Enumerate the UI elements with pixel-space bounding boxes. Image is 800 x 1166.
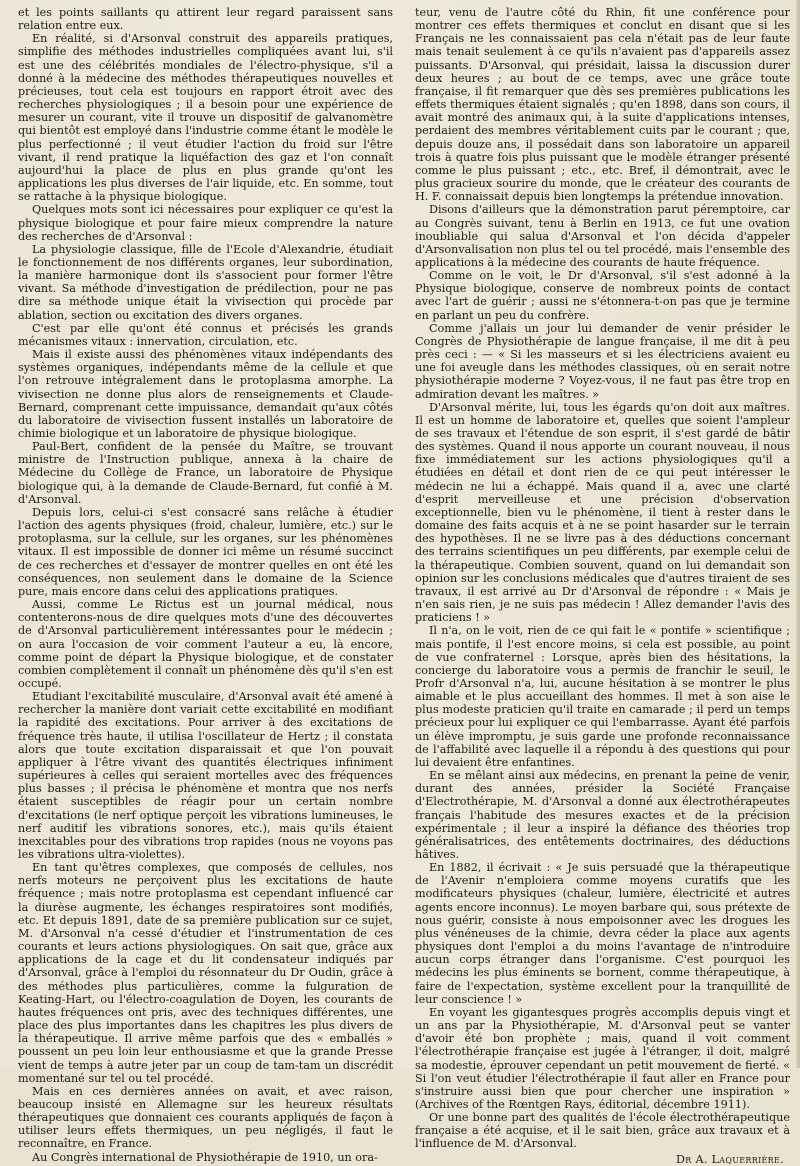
paragraph: D'Arsonval mérite, lui, tous les égards qu'on doit aux maîtres. Il est un homme de laboratoire et, quelles que soient l'ampleur de ses travaux et l'étendue de son esprit, il s'est gardé de bâtir des systèmes. Quand il nous apporte un courant nouveau, il nous fixe immédiatement sur les actions physiologiques qu'il a étudiées en détail et dont rien de ce qui peut intéresser le médecin ne lui a échappé. Mais quand il a, avec une clarté d'esprit merveilleuse et une précision d'observation exceptionnelle, bien vu le phénomène, il tient à rester dans le domaine des faits acquis et à ne se point hasarder sur le terrain des hypothèses. Il ne se livre pas à des déductions concernant des terrains scientifiques un peu différents, par exemple celui de la thérapeutique. Combien souvent, quand on lui demandait son opinion sur les conclusions médicales que d'autres tiraient de ses travaux, il est arrivé au Dr d'Arsonval de répondre : « Mais je n'en sais rien, je ne suis pas médecin ! Allez demander l'avis des praticiens ! » (415, 400, 790, 625)
paragraph: Comme on le voit, le Dr d'Arsonval, s'il s'est adonné à la Physique biologique, conserve de nombreux points de contact avec l'art de guérir ; aussi ne s'étonnera-t-on pas que je termine en parlant un peu du confrère. (415, 269, 790, 322)
paragraph: Mais il existe aussi des phénomènes vitaux indépendants des systèmes organiques, indépendants même de la cellule et que l'on retrouve intégralement dans le protoplasma amorphe. La vivisection ne donne plus alors de renseignements et Claude-Bernard, comprenant cette impuissance, demandait qu'aux côtés du laboratoire de vivisection fussent installés un laboratoire de chimie biologique et un laboratoire de physique biologique. (18, 348, 393, 440)
paragraph: Paul-Bert, confident de la pensée du Maître, se trouvant ministre de l'Instruction publique, annexa à la chaire de Médecine du Collège de France, un laboratoire de Physique biologique qui, à la demande de Claude-Bernard, fut confié à M. d'Arsonval. (18, 440, 393, 506)
paragraph: C'est par elle qu'ont été connus et précisés les grands mécanismes vitaux : innervation, circulation, etc. (18, 321, 393, 348)
paragraph: En réalité, si d'Arsonval construit des appareils pratiques, simplifie des méthodes industrielles compliquées avant lui, s'il est une des célébrités mondiales de l'électro-physique, s'il a donné à la médecine des méthodes thérapeutiques nouvelles et précieuses, tout cela est toujours en rapport étroit avec des recherches physiologiques ; il a besoin pour une expérience de mesurer un courant, vite il trouve un dispositif de galvanomètre qui bientôt est employé dans l'industrie comme étant le modèle le plus perfectionné ; il veut étudier l'action du froid sur l'être vivant, il rend pratique la liquéfaction des gaz et l'on connaît aujourd'hui la place de plus en plus grande qu'ont les applications les plus diverses de l'air liquide, etc. En somme, tout se rattache à la physique biologique. (18, 32, 393, 204)
paragraph: La physiologie classique, fille de l'Ecole d'Alexandrie, étudiait le fonctionnement de nos différents organes, leur subordination, la manière harmonique dont ils s'associent pour former l'être vivant. Sa méthode d'investigation de prédilection, pour ne pas dire sa méthode unique était la vivisection qui procède par ablation, section ou excitation des divers organes. (18, 242, 393, 322)
paragraph: Etudiant l'excitabilité musculaire, d'Arsonval avait été amené à rechercher la manière dont variait cette excitabilité en modifiant la rapidité des excitations. Pour arriver à des excitations de fréquence très haute, il utilisa l'oscillateur de Hertz ; il constata alors que toute excitation disparaissait et que l'on pouvait appliquer à l'être vivant des quantités électriques infiniment supérieures à celles qui seraient mortelles avec des fréquences plus basses ; il précisa le phénomène et montra que nos nerfs étaient susceptibles de réagir pour un certain nombre d'excitations (le nerf optique perçoit les vibrations lumineuses, le nerf auditif les vibrations sonores, etc.), mais qu'ils étaient inexcitables pour des vibrations trop rapides (nous ne voyons pas les vibrations ultra-violettes). (18, 690, 393, 861)
paragraph: Mais en ces dernières années on avait, et avec raison, beaucoup insisté en Allemagne sur les heureux résultats thérapeutiques que donnaient ces courants appliqués de façon à utiliser leurs effets thermiques, un peu négligés, il faut le reconnaître, en France. (18, 1084, 393, 1151)
paragraph: Au Congrès international de Physiothérapie de 1910, un ora- (32, 1150, 378, 1164)
author-signature: Dr A. Laquerrière. (676, 1152, 784, 1166)
paragraph: En tant qu'êtres complexes, que composés de cellules, nos nerfs moteurs ne perçoivent plus les excitations de haute fréquence ; mais notre protoplasma est cependant influencé car la diurèse augmente, les échanges respiratoires sont modifiés, etc. Et depuis 1891, date de sa première publication sur ce sujet, M. d'Arsonval n'a cessé d'étudier et l'instrumentation de ces courants et leurs actions physiologiques. On sait que, grâce aux applications de la cage et du lit condensateur indiqués par d'Arsonval, grâce à l'emploi du résonnateur du Dr Oudin, grâce à des méthodes plus particulières, comme la fulguration de Keating-Hart, ou l'électro-coagulation de Doyen, les courants de hautes fréquences ont pris, avec des techniques différentes, une place des plus importantes dans les chapitres les plus divers de la thérapeutique. Il arrive même parfois que des « emballés » poussent un peu loin leur enthousiasme et que la grande Presse vient de temps à autre jeter par un coup de tam-tam un discrédit momentané sur tel ou tel procédé. (18, 861, 393, 1085)
paragraph: et les points saillants qu attirent leur regard paraissent sans relation entre eux. (18, 6, 393, 33)
paragraph: En se mêlant ainsi aux médecins, en prenant la peine de venir, durant des années, présider la Société Française d'Electrothérapie, M. d'Arsonval a donné aux électrothérapeutes français l'habitude des mesures exactes et de la précision expérimentale ; il leur a inspiré la défiance des théories trop généralisatrices, des entêtements doctrinaires, des déductions hâtives. (415, 769, 790, 861)
paragraph: Il n'a, on le voit, rien de ce qui fait le « pontife » scientifique ; mais pontife, il l'est encore moins, si cela est possible, au point de vue confraternel : Lorsque, après bien des hésitations, la concierge du laboratoire vous a permis de franchir le seuil, le Profr d'Arsonval n'a, lui, aucune hésitation à se montrer le plus aimable et le plus accueillant des hommes. Il met à son aise le plus modeste praticien qu'il traite en camarade ; il perd un temps précieux pour lui expliquer ce qui l'embarrasse. Ayant été parfois un élève impromptu, je suis garde une profonde reconnaissance de l'affabilité avec laquelle il a répondu à des questions qui pour lui devaient être enfantines. (415, 624, 790, 769)
paragraph: Aussi, comme Le Rictus est un journal médical, nous contenterons-nous de dire quelques mots d'une des découvertes de d'Arsonval particulièrement intéressantes pour le médecin ; on aura l'occasion de voir comment l'auteur a eu, là encore, comme point de départ la Physique biologique, et de constater combien complètement il connaît un phénomène dès qu'il s'en est occupé. (18, 598, 393, 690)
paragraph: Depuis lors, celui-ci s'est consacré sans relâche à étudier l'action des agents physiques (froid, chaleur, lumière, etc.) sur le protoplasma, sur la cellule, sur les organes, sur les phénomènes vitaux. Il est impossible de donner ici même un résumé succinct de ces recherches et d'essayer de montrer quelles en ont été les conséquences, non seulement dans le domaine de la Science pure, mais encore dans celui des applications pratiques. (18, 505, 393, 598)
paragraph: Or une bonne part des qualités de l'école électrothérapeutique française a été acquise, et il le sait bien, grâce aux travaux et à l'influence de M. d'Arsonval. (415, 1111, 790, 1151)
paragraph: En 1882, il écrivait : « Je suis persuadé que la thérapeutique de l'Avenir n'emploiera comme moyens curatifs que les modificateurs physiques (chaleur, lumière, électricité et autres agents encore inconnus). Le moyen barbare qui, sous prétexte de nous guérir, consiste à nous empoisonner avec les drogues les plus vénéneuses de la chimie, devra céder la place aux agents physiques dont l'emploi a du moins l'avantage de n'introduire aucun corps étranger dans l'organisme. C'est pourquoi les médecins les plus éminents se bornent, comme thérapeutique, à faire de l'expectation, système excellent pour la tranquillité de leur conscience ! » (415, 861, 790, 1006)
right-column (415, 6, 790, 1166)
paragraph: Quelques mots sont ici nécessaires pour expliquer ce qu'est la physique biologique et pour faire mieux comprendre la nature des recherches de d'Arsonval : (18, 203, 393, 243)
page-edge (796, 0, 800, 1068)
paragraph: Comme j'allais un jour lui demander de venir présider le Congrès de Physiothérapie de langue française, il me dit à peu près ceci : — « Si les masseurs et si les électriciens avaient eu une foi aveugle dans les méthodes classiques, où en serait notre physiothérapie moderne ? Voyez-vous, il ne faut pas être trop en admiration devant les maîtres. » (415, 321, 790, 401)
paragraph: teur, venu de l'autre côté du Rhin, fit une conférence pour montrer ces effets thermiques et conclut en disant que si les Français ne les connaissaient pas cela n'était pas de leur faute mais tenait seulement à ce qu'ils n'avaient pas d'appareils assez puissants. D'Arsonval, qui présidait, laissa la discussion durer deux heures ; au bout de ce temps, avec une grâce toute française, il fit remarquer que dès ses premières publications les effets thermiques étaient signalés ; qu'en 1898, dans son cours, il avait montré des animaux qui, à la suite d'applications intenses, perdaient des membres véritablement cuits par le courant ; que, depuis douze ans, il possédait dans son laboratoire un appareil trois à quatre fois plus puissant que le modèle étranger présenté comme le plus puissant ; etc., etc. Bref, il démontrait, avec le plus gracieux sourire du monde, que le créateur des courants de H. F. connaissait depuis bien longtemps la prétendue innovation. (415, 6, 790, 204)
left-column (18, 6, 393, 1166)
article-columns (18, 6, 790, 1166)
paragraph: Disons d'ailleurs que la démonstration parut péremptoire, car au Congrès suivant, tenu à Berlin en 1913, ce fut une ovation inoubliable qui salua d'Arsonval et l'on décida d'appeler d'Arsonvalisation non plus tel ou tel procédé, mais l'ensemble des applications à la médecine des courants de haute fréquence. (415, 203, 790, 269)
paragraph: En voyant les gigantesques progrès accomplis depuis vingt et un ans par la Physiothérapie, M. d'Arsonval peut se vanter d'avoir été bon prophète ; mais, quand il voit comment l'électrothérapie française est jugée à l'étranger, il doit, malgré sa modestie, éprouver cependant un petit mouvement de fierté. « Si l'on veut étudier l'électrothérapie il faut aller en France pour s'instruire aussi bien que pour chercher une inspiration » (Archives of the Rœntgen Rays, éditorial, décembre 1911). (415, 1005, 790, 1111)
